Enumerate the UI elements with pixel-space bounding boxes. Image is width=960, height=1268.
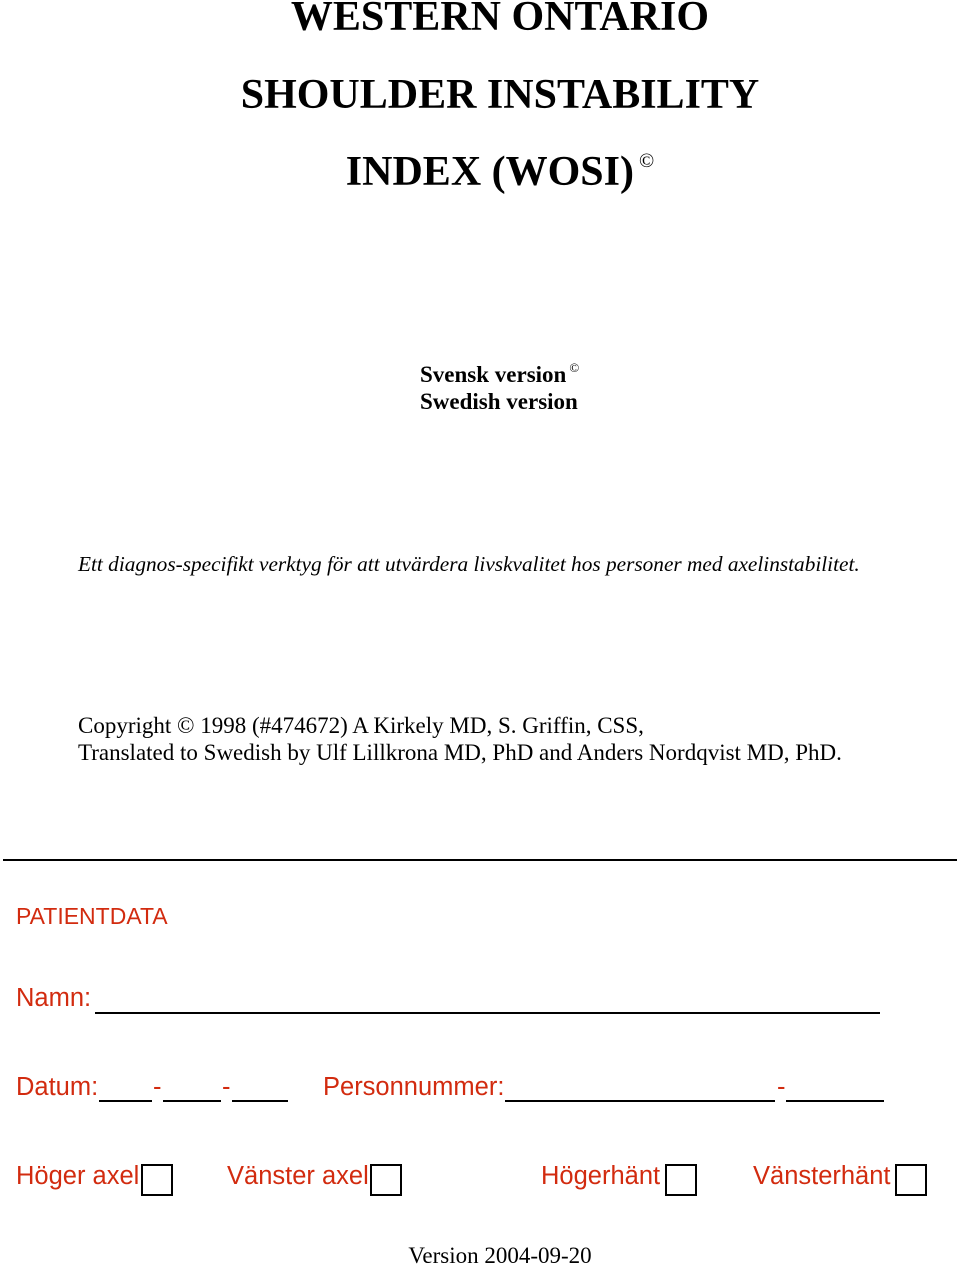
description-text: Ett diagnos-specifikt verktyg för att utvärdera livskvalitet hos personer med axelinstabilitet.: [78, 552, 860, 576]
document-title-line-3: [40, 149, 960, 195]
left-shoulder-checkbox[interactable]: [370, 1164, 402, 1196]
document-title-line-1: WESTERN ONTARIO: [290, 0, 710, 40]
right-shoulder-label: Höger axel: [16, 1162, 140, 1190]
date-label: Datum:: [16, 1073, 99, 1101]
personnummer-label: Personnummer:: [323, 1073, 505, 1101]
patient-data-heading: PATIENTDATA: [16, 903, 168, 929]
left-handed-label: Vänsterhänt: [753, 1162, 891, 1190]
left-handed-checkbox[interactable]: [895, 1164, 927, 1196]
personnummer-suffix-field[interactable]: [786, 1100, 884, 1102]
right-shoulder-checkbox[interactable]: [141, 1164, 173, 1196]
date-month-field[interactable]: [163, 1100, 221, 1102]
copyright-notice-line: Copyright © 1998 (#474672) A Kirkely MD, S. Griffin, CSS,: [78, 713, 644, 738]
right-handed-label: Högerhänt: [541, 1162, 661, 1190]
document-title-line-3-text: INDEX (WOSI): [345, 149, 634, 195]
left-shoulder-label: Vänster axel: [227, 1162, 369, 1190]
name-field[interactable]: [95, 1012, 880, 1014]
section-divider: [3, 859, 957, 861]
version-label-swedish-text: Svensk version: [420, 362, 567, 387]
version-footer: Version 2004-09-20: [408, 1243, 592, 1268]
date-separator: -: [153, 1073, 162, 1101]
name-label: Namn:: [16, 984, 92, 1012]
version-copyright-symbol: ©: [569, 360, 580, 375]
version-label-english: Swedish version: [420, 389, 578, 414]
title-copyright-symbol: ©: [639, 150, 655, 172]
right-handed-checkbox[interactable]: [665, 1164, 697, 1196]
version-label-swedish: [420, 362, 579, 388]
date-separator: -: [222, 1073, 231, 1101]
personnummer-separator: -: [777, 1073, 786, 1101]
personnummer-birthdate-field[interactable]: [505, 1100, 775, 1102]
translation-credit-line: Translated to Swedish by Ulf Lillkrona MD, PhD and Anders Nordqvist MD, PhD.: [78, 740, 842, 765]
date-day-field[interactable]: [232, 1100, 288, 1102]
document-title-line-2: SHOULDER INSTABILITY: [240, 72, 760, 118]
date-year-field[interactable]: [99, 1100, 152, 1102]
